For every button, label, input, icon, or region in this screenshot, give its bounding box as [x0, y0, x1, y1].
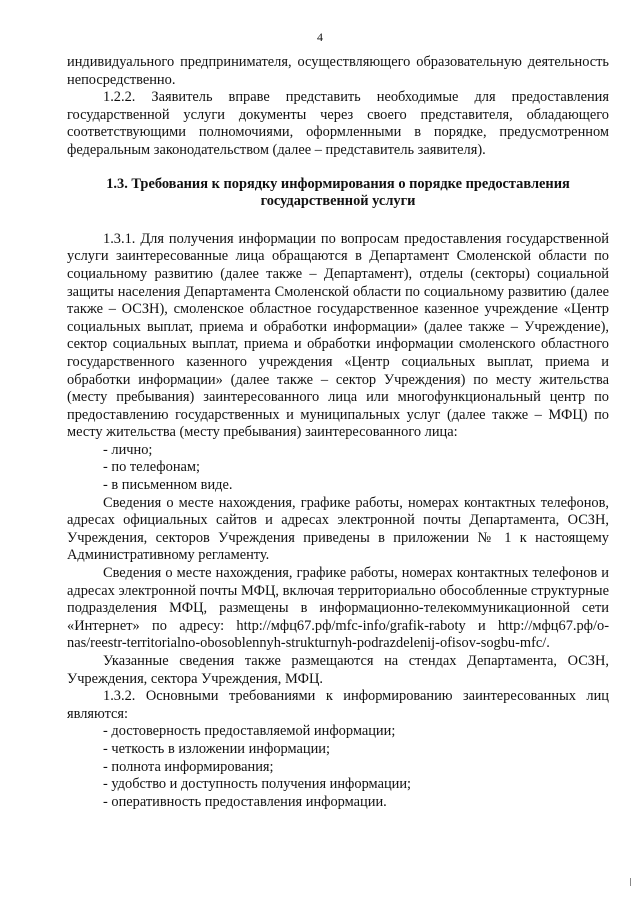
list-item: - четкость в изложении информации;	[103, 740, 330, 757]
list-item: - полнота информирования;	[103, 758, 274, 775]
scan-artifact	[630, 878, 631, 886]
list-item: - по телефонам;	[103, 459, 201, 476]
paragraph-stands: Указанные сведения также размещаются на стендах Департамента, ОСЗН, Учреждения, сектора Учреждения, МФЦ.	[67, 653, 609, 687]
paragraph-1-3-2: 1.3.2. Основными требованиями к информированию заинтересованных лиц являются:	[67, 688, 609, 722]
list-item: - оперативность предоставления информации.	[103, 793, 387, 810]
page-number: 4	[317, 30, 323, 44]
document-body	[67, 54, 609, 811]
paragraph-mfc-contacts: Сведения о месте нахождения, графике работы, номерах контактных телефонов и адресах электронной почты МФЦ, включая территориально обособленные структурные подразделения МФЦ, размещены в информационно-телекоммуникационной сети «Интернет» по адресу: http://мфц67.рф/mfc-info/grafik-raboty и http://мфц67.рф/o-nas/reestr-territorialno-obosoblennyh-strukturnyh-podrazdelenij-ofisov-sogbu-mfc/.	[67, 565, 609, 652]
list-item: - удобство и доступность получения информации;	[103, 776, 412, 793]
list-item: - лично;	[103, 441, 153, 458]
list-item: - в письменном виде.	[103, 477, 233, 494]
section-heading: 1.3. Требования к порядку информирования о порядке предоставления государственной услуги	[106, 175, 570, 210]
paragraph-contacts: Сведения о месте нахождения, графике работы, номерах контактных телефонов, адресах официальных сайтов и адресах электронной почты Департамента, ОСЗН, Учреждения, секторов Учреждения приведены в приложении № 1 к настоящему Административному регламенту.	[67, 494, 609, 564]
paragraph-continuation: индивидуального предпринимателя, осуществляющего образовательную деятельность непосредственно.	[67, 54, 609, 88]
list-item: - достоверность предоставляемой информации;	[103, 723, 396, 740]
paragraph-1-3-1: 1.3.1. Для получения информации по вопросам предоставления государственной услуги заинтересованные лица обращаются в Департамент Смоленской области по социальному развитию (далее также – Департамент), отделы (секторы) социальной защиты населения Департамента Смоленской области по социальному развитию (далее также – ОСЗН), смоленское областное государственное казенное учреждение «Центр социальных выплат, приема и обработки информации» (далее также – Учреждение), сектор социальных выплат, приема и обработки информации смоленского областного государственного казенного учреждения «Центр социальных выплат, приема и обработки информации» (далее также – сектор Учреждения) по месту жительства (месту пребывания) заинтересованного лица или многофункциональный центр по предоставлению государственных и муниципальных услуг (далее также – МФЦ) по месту жительства (месту пребывания) заинтересованного лица:	[67, 230, 609, 441]
paragraph-1-2-2: 1.2.2. Заявитель вправе представить необходимые для предоставления государственной услуги документы через своего представителя, обладающего соответствующими полномочиями, оформленными в порядке, предусмотренном федеральным законодательством (далее – представитель заявителя).	[67, 89, 609, 158]
